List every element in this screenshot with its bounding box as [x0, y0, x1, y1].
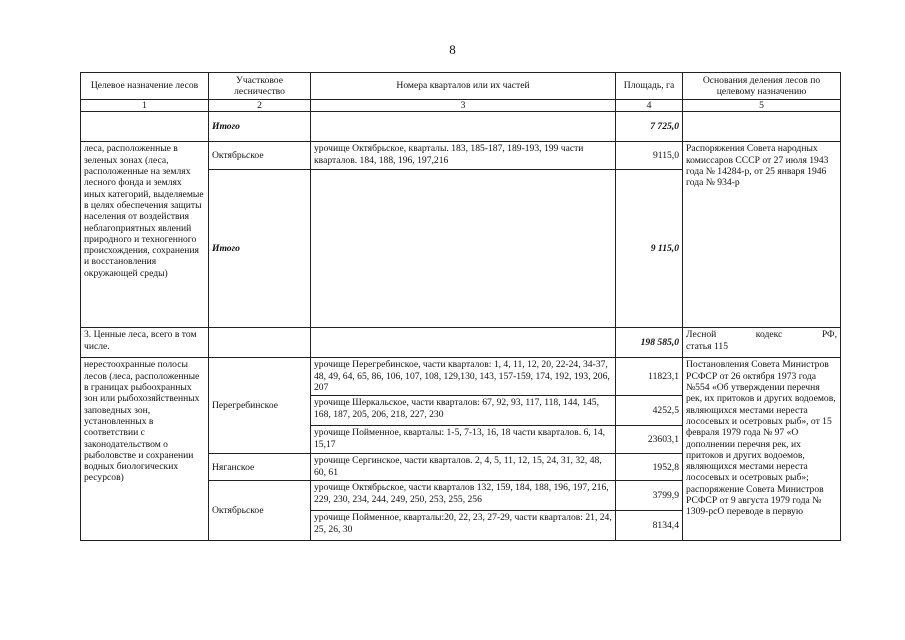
- header-row: [81, 73, 841, 100]
- spawning-forestry-peregrebinskoe: Перегребинское: [209, 358, 311, 454]
- spawning-quarters-1: урочище Перегребинское, части кварталов: 1, 4, 11, 12, 20, 22-24, 34-37, 48, 49, 64, 65, 86, 106, 107, 108, 129,130, 143, 157-159, 174, 192, 193, 206, 207: [311, 358, 616, 396]
- forest-purpose-table: [80, 72, 841, 541]
- page-number: 8: [449, 42, 456, 57]
- valuable-basis-right: РФ,: [821, 329, 837, 341]
- green-zone-itogo-area: 9 115,0: [616, 170, 683, 328]
- spawning-area-6: 8134,4: [616, 511, 683, 541]
- valuable-basis-left: Лесной: [686, 329, 717, 341]
- colnum-5: 5: [683, 100, 841, 112]
- spawning-area-3: 23603,1: [616, 426, 683, 454]
- spawning-area-2: 4252,5: [616, 396, 683, 426]
- spawning-forestry-oktyabrskoe: Октябрьское: [209, 481, 311, 541]
- itogo-row-1: [81, 112, 841, 142]
- spawning-area-4: 1952,8: [616, 454, 683, 481]
- valuable-purpose: 3. Ценные леса, всего в том числе.: [81, 328, 209, 358]
- header-quarters: Номера кварталов или их частей: [311, 73, 616, 100]
- valuable-area: 198 585,0: [616, 328, 683, 358]
- colnum-2: 2: [209, 100, 311, 112]
- header-area: Площадь, га: [616, 73, 683, 100]
- itogo-area: 7 725,0: [616, 112, 683, 142]
- green-zone-basis: Распоряжения Совета народных комиссаров СССР от 27 июля 1943 года № 14284-р, от 25 января 1946 года № 934-р: [683, 142, 841, 328]
- valuable-basis-mid: кодекс: [755, 329, 783, 341]
- green-zone-quarters: урочище Октябрьское, кварталы. 183, 185-187, 189-193, 199 части кварталов. 184, 188, 196, 197,216: [311, 142, 616, 170]
- valuable-forests-row: [81, 328, 841, 358]
- spawning-area-5: 3799,9: [616, 481, 683, 511]
- itogo-label: Итого: [209, 112, 311, 142]
- spawning-forestry-nyaganskoe: Няганское: [209, 454, 311, 481]
- colnum-4: 4: [616, 100, 683, 112]
- column-number-row: [81, 100, 841, 112]
- spawning-area-1: 11823,1: [616, 358, 683, 396]
- colnum-1: 1: [81, 100, 209, 112]
- valuable-basis-line2: статья 115: [686, 340, 728, 352]
- green-zone-forestry: Октябрьское: [209, 142, 311, 170]
- spawning-purpose: нерестоохранные полосы лесов (леса, расположенные в границах рыбоохранных зон или рыбохозяйственных заповедных зон, установленных в соответствии с законодательством о рыболовстве и сохранении водных биологических ресурсов): [81, 358, 209, 541]
- spawning-quarters-4: урочище Сергинское, части кварталов. 2, 4, 5, 11, 12, 15, 24, 31, 32, 48, 60, 61: [311, 454, 616, 481]
- spawning-quarters-2: урочище Шеркальское, части кварталов: 67, 92, 93, 117, 118, 144, 145, 168, 187, 205, 206, 218, 227, 230: [311, 396, 616, 426]
- spawning-quarters-5: урочище Октябрьское, части кварталов 132, 159, 184, 188, 196, 197, 216, 229, 230, 234, 244, 249, 250, 253, 255, 256: [311, 481, 616, 511]
- header-purpose: Целевое назначение лесов: [81, 73, 209, 100]
- spawning-row-1: [81, 358, 841, 396]
- spawning-quarters-3: урочище Пойменное, кварталы: 1-5, 7-13, 16, 18 части кварталов. 6, 14, 15,17: [311, 426, 616, 454]
- spawning-quarters-6: урочище Пойменное, кварталы:20, 22, 23, 27-29, части кварталов: 21, 24, 25, 26, 30: [311, 511, 616, 541]
- green-zone-purpose: леса, расположенные в зеленых зонах (леса, расположенные на землях лесного фонда и землях иных категорий, выделяемые в целях обеспечения защиты населения от воздействия неблагоприятных явлений природного и техногенного происхождения, сохранения и восстановления окружающей среды): [81, 142, 209, 328]
- green-zone-area: 9115,0: [616, 142, 683, 170]
- green-zone-row: [81, 142, 841, 170]
- header-basis: Основания деления лесов по целевому назначению: [683, 73, 841, 100]
- spawning-basis: Постановления Совета Министров РСФСР от 26 октября 1973 года №554 «Об утверждении перечня рек, их притоков и других водоемов, являющихся местами нереста лососевых и осетровых рыб», от 15 февраля 1979 года № 97 «О дополнении перечня рек, их притоков и других водоемов, являющихся местами нереста лососевых и осетровых рыб»; распоряжение Совета Министров РСФСР от 9 августа 1979 года № 1309-рсО переводе в первую: [683, 358, 841, 541]
- colnum-3: 3: [311, 100, 616, 112]
- green-zone-itogo-label: Итого: [209, 170, 311, 328]
- header-forestry: Участковое лесничество: [209, 73, 311, 100]
- valuable-basis: [683, 328, 841, 358]
